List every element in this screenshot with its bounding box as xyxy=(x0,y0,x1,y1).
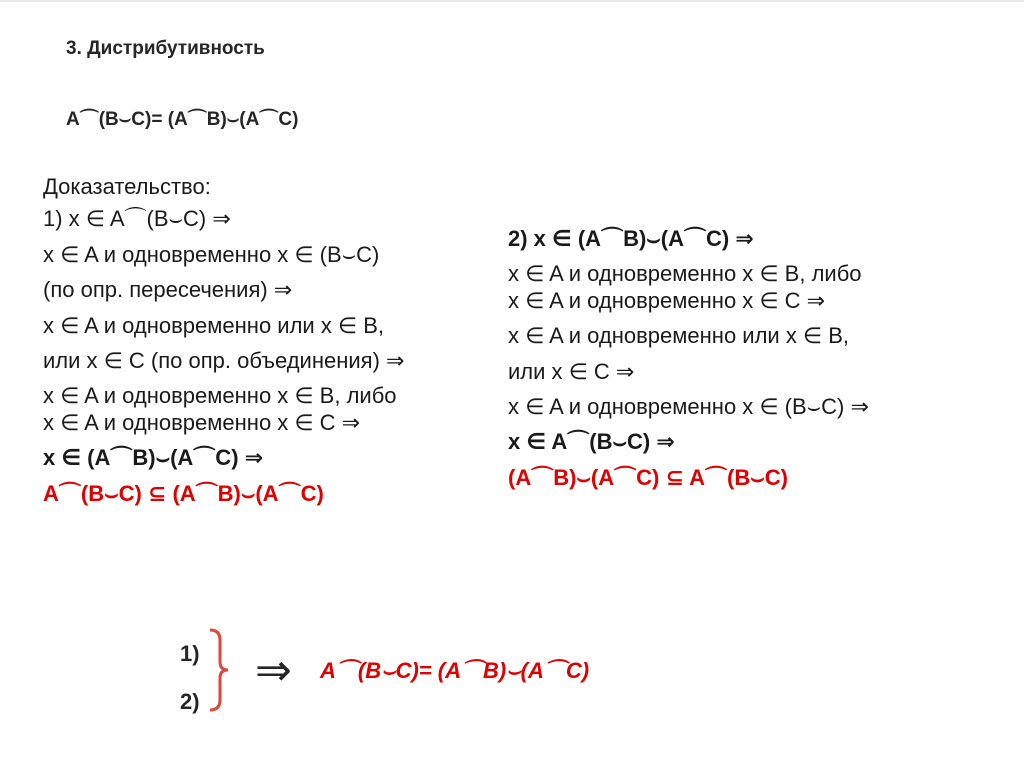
proof-line: x ∈ A⌒(B⌣C) ⇒ xyxy=(508,429,675,455)
proof-line: x ∈ A и одновременно или x ∈ B, xyxy=(43,312,384,338)
proof-line: или x ∈ C (по опр. объединения) ⇒ xyxy=(43,347,405,373)
proof-line: x ∈ A и одновременно x ∈ (B⌣C) xyxy=(43,241,380,267)
top-divider xyxy=(0,0,1024,2)
proof-line: 2) x ∈ (A⌒B)⌣(A⌒C) ⇒ xyxy=(508,226,754,251)
distributivity-formula: A⌒(B⌣C)= (A⌒B)⌣(A⌒C) xyxy=(66,109,299,130)
final-conclusion: A⌒(B⌣C)= (A⌒B)⌣(A⌒C) xyxy=(320,658,590,683)
slide-title: 3. Дистрибутивность xyxy=(66,38,265,59)
implies-arrow-icon: ⇒ xyxy=(255,646,292,695)
proof-conclusion: A⌒(B⌣C) ⊆ (A⌒B)⌣(A⌒C) xyxy=(43,480,324,506)
proof-line: x ∈ A и одновременно x ∈ C ⇒ xyxy=(43,409,361,435)
case-1-label: 1) xyxy=(180,641,200,666)
proof-line: (по опр. пересечения) ⇒ xyxy=(43,277,293,303)
proof-line: 1) x ∈ A⌒(B⌣C) ⇒ xyxy=(43,206,231,232)
right-bracket-icon xyxy=(208,628,230,712)
proof-heading: Доказательство: xyxy=(43,174,211,199)
case-numbers xyxy=(180,630,200,726)
proof-line: x ∈ A и одновременно или x ∈ B, xyxy=(508,323,849,349)
proof-line: или x ∈ C ⇒ xyxy=(508,358,635,384)
proof-part-1 xyxy=(43,174,404,507)
proof-line: x ∈ A и одновременно x ∈ B, либо xyxy=(43,383,397,409)
case-2-label: 2) xyxy=(180,689,200,714)
proof-part-2 xyxy=(508,226,869,491)
proof-line: x ∈ A и одновременно x ∈ (B⌣C) ⇒ xyxy=(508,393,869,419)
proof-line: x ∈ A и одновременно x ∈ B, либо xyxy=(508,261,862,287)
proof-line: x ∈ (A⌒B)⌣(A⌒C) ⇒ xyxy=(43,445,264,471)
proof-line: x ∈ A и одновременно x ∈ C ⇒ xyxy=(508,287,826,313)
proof-conclusion: (A⌒B)⌣(A⌒C) ⊆ A⌒(B⌣C) xyxy=(508,464,788,490)
